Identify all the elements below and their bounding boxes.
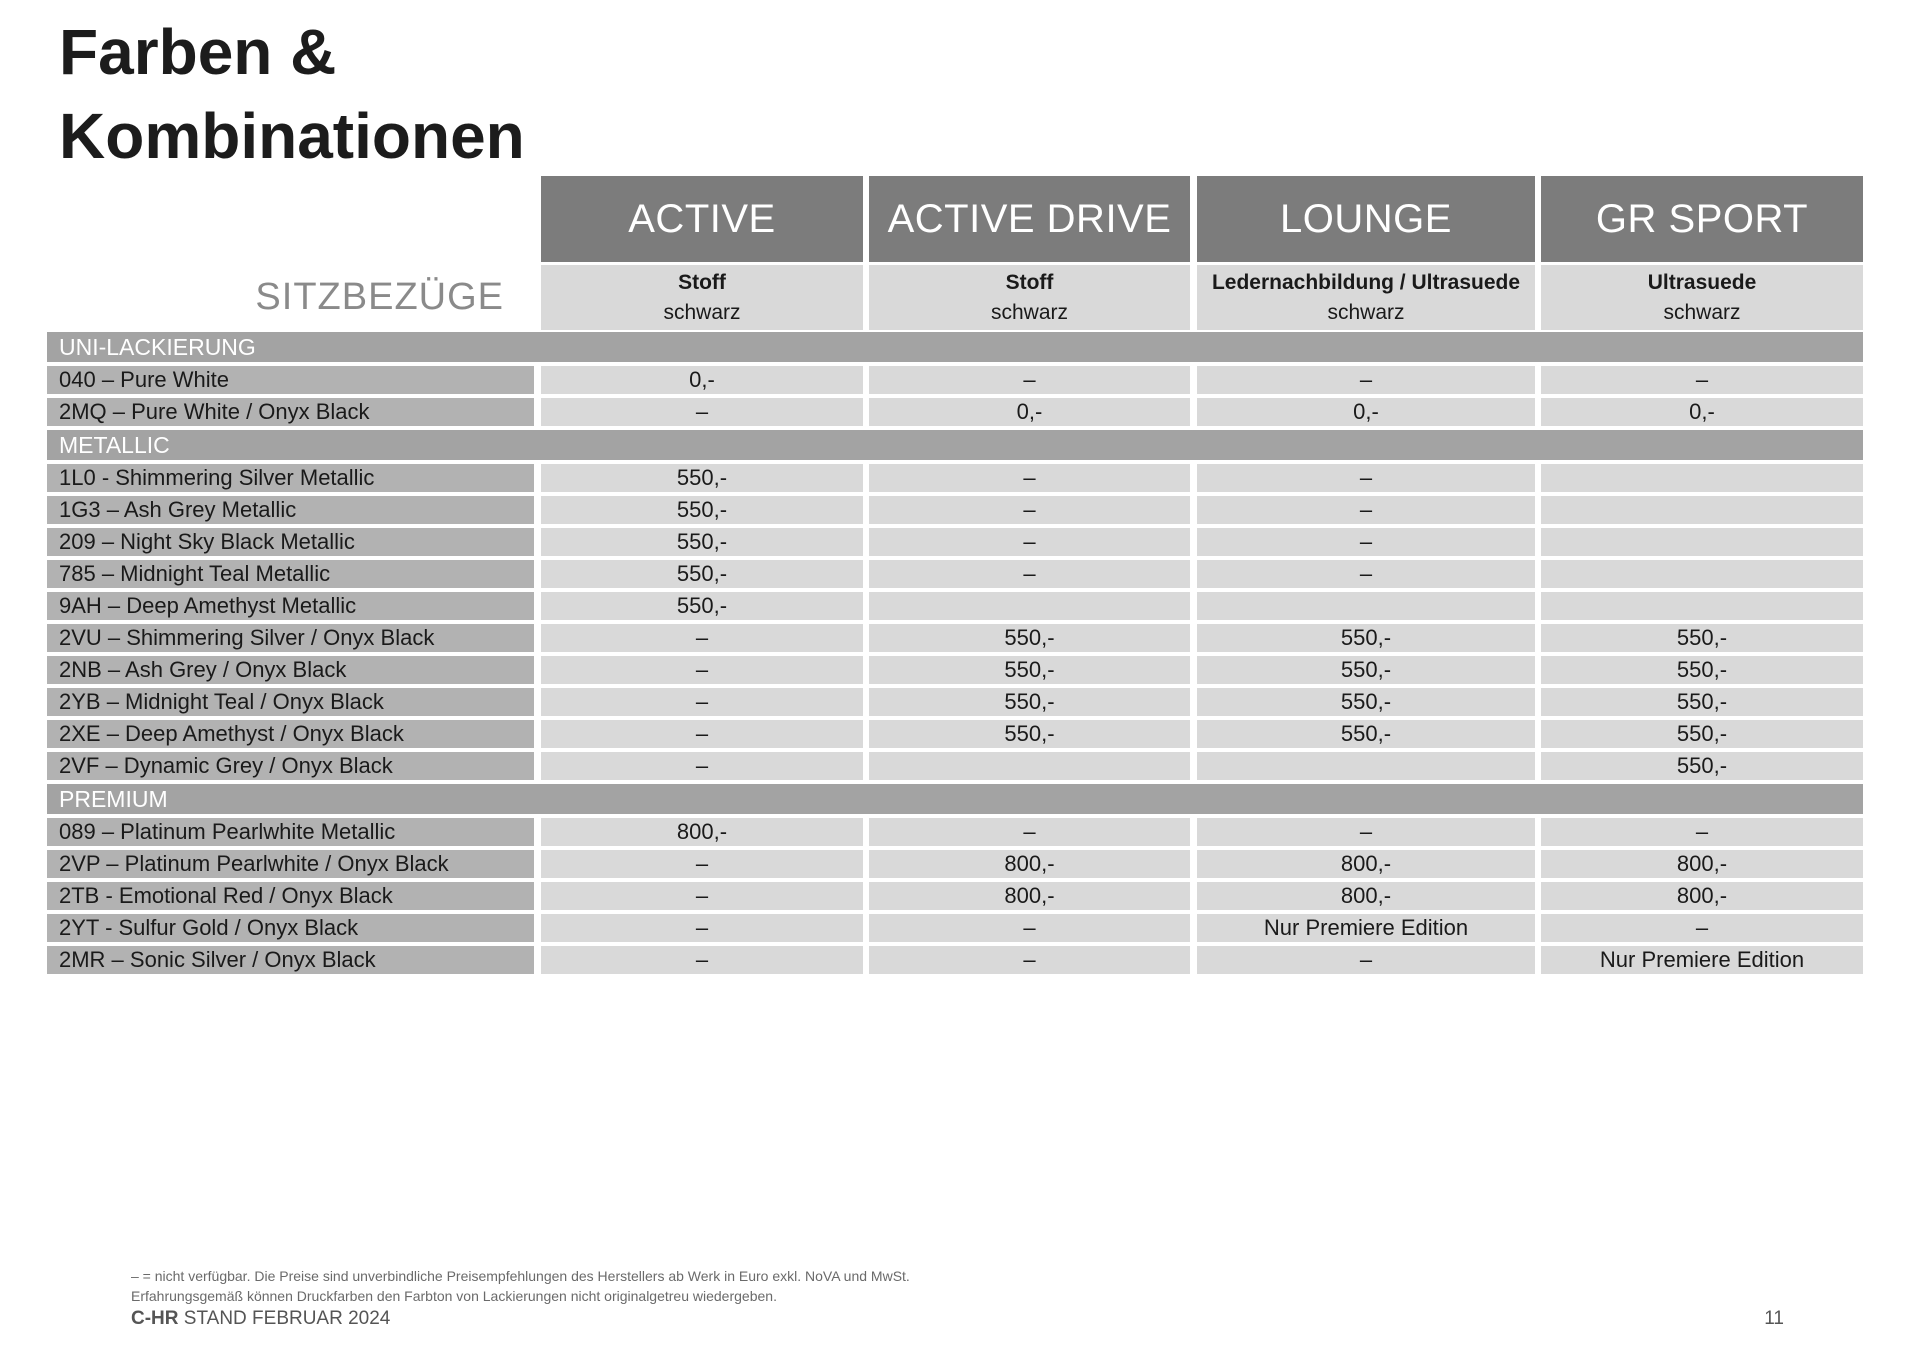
table-row	[47, 850, 1863, 878]
price-cell: 550,-	[1197, 624, 1535, 652]
price-cell: –	[541, 656, 863, 684]
seat-spec-active	[541, 265, 863, 330]
price-cell: –	[541, 398, 863, 426]
price-cell: 550,-	[541, 496, 863, 524]
price-cell: 550,-	[541, 464, 863, 492]
price-cell: 550,-	[1197, 656, 1535, 684]
price-cell: 800,-	[869, 882, 1190, 910]
table-row	[47, 560, 1863, 588]
price-cell	[1541, 464, 1863, 492]
price-cell: –	[541, 752, 863, 780]
price-cell: –	[541, 946, 863, 974]
row-label: 040 – Pure White	[47, 366, 534, 394]
table-row	[47, 624, 1863, 652]
row-label: 2VF – Dynamic Grey / Onyx Black	[47, 752, 534, 780]
model-name: C-HR	[131, 1308, 179, 1329]
column-header-active-drive: ACTIVE DRIVE	[869, 176, 1190, 262]
section-header-metallic: METALLIC	[47, 430, 1863, 460]
price-cell: 800,-	[1197, 850, 1535, 878]
price-cell: 550,-	[869, 720, 1190, 748]
document-date: STAND FEBRUAR 2024	[178, 1308, 391, 1329]
row-label: 2NB – Ash Grey / Onyx Black	[47, 656, 534, 684]
column-header-active: ACTIVE	[541, 176, 863, 262]
row-label: 2YB – Midnight Teal / Onyx Black	[47, 688, 534, 716]
price-cell	[869, 592, 1190, 620]
price-cell: 800,-	[1541, 882, 1863, 910]
page-title	[59, 10, 525, 178]
seat-material: Ultrasuede	[1647, 270, 1757, 294]
table-row	[47, 720, 1863, 748]
seat-spec-gr-sport	[1541, 265, 1863, 330]
price-cell: –	[541, 850, 863, 878]
table-row	[47, 688, 1863, 716]
table-row	[47, 882, 1863, 910]
footnote-line-1: – = nicht verfügbar. Die Preise sind unverbindliche Preisempfehlungen des Herstellers ab Werk in Euro exkl. NoVA und MwSt.	[131, 1268, 910, 1284]
table-row	[47, 752, 1863, 780]
section-header-uni: UNI-LACKIERUNG	[47, 332, 1863, 362]
price-cell: –	[869, 818, 1190, 846]
price-cell: 550,-	[869, 688, 1190, 716]
color-price-table	[47, 332, 1863, 978]
price-cell: 800,-	[1197, 882, 1535, 910]
price-cell: 550,-	[541, 528, 863, 556]
price-cell: –	[1197, 464, 1535, 492]
price-cell: 0,-	[1541, 398, 1863, 426]
price-cell: –	[1197, 528, 1535, 556]
price-cell: 550,-	[1197, 688, 1535, 716]
price-cell: –	[1197, 560, 1535, 588]
seat-material: Stoff	[1005, 270, 1054, 294]
price-cell	[1541, 560, 1863, 588]
row-label: 1L0 - Shimmering Silver Metallic	[47, 464, 534, 492]
table-row	[47, 914, 1863, 942]
price-cell: –	[541, 624, 863, 652]
price-cell: –	[541, 882, 863, 910]
price-cell: –	[869, 560, 1190, 588]
table-row	[47, 464, 1863, 492]
price-cell: –	[869, 366, 1190, 394]
table-row	[47, 528, 1863, 556]
price-cell: –	[1197, 818, 1535, 846]
price-cell: 550,-	[541, 592, 863, 620]
price-cell: 550,-	[1541, 656, 1863, 684]
price-cell: 800,-	[541, 818, 863, 846]
seat-spec-lounge	[1197, 265, 1535, 330]
document-stamp	[131, 1308, 390, 1330]
price-cell: –	[541, 688, 863, 716]
price-cell: 550,-	[869, 624, 1190, 652]
row-label: 2YT - Sulfur Gold / Onyx Black	[47, 914, 534, 942]
price-cell: 550,-	[1541, 720, 1863, 748]
table-row	[47, 818, 1863, 846]
seat-color: schwarz	[663, 300, 741, 324]
row-label: 9AH – Deep Amethyst Metallic	[47, 592, 534, 620]
row-label: 2MQ – Pure White / Onyx Black	[47, 398, 534, 426]
seat-spec-active-drive	[869, 265, 1190, 330]
section-header-premium: PREMIUM	[47, 784, 1863, 814]
page-title-line-1: Farben &	[59, 16, 337, 88]
price-cell	[1541, 592, 1863, 620]
table-row	[47, 946, 1863, 974]
price-cell: 550,-	[1541, 624, 1863, 652]
seat-color: schwarz	[1663, 300, 1741, 324]
price-cell: 550,-	[869, 656, 1190, 684]
column-header-lounge: LOUNGE	[1197, 176, 1535, 262]
price-cell: 550,-	[1197, 720, 1535, 748]
row-label: 2MR – Sonic Silver / Onyx Black	[47, 946, 534, 974]
row-label: 209 – Night Sky Black Metallic	[47, 528, 534, 556]
table-row	[47, 398, 1863, 426]
price-cell: –	[1541, 366, 1863, 394]
page-number: 11	[1764, 1308, 1784, 1329]
row-label: 089 – Platinum Pearlwhite Metallic	[47, 818, 534, 846]
price-cell	[1197, 592, 1535, 620]
table-row	[47, 656, 1863, 684]
footnote-line-2: Erfahrungsgemäß können Druckfarben den Farbton von Lackierungen nicht originalgetreu wiedergeben.	[131, 1288, 777, 1304]
row-label: 2VU – Shimmering Silver / Onyx Black	[47, 624, 534, 652]
price-cell: –	[541, 914, 863, 942]
row-label: 1G3 – Ash Grey Metallic	[47, 496, 534, 524]
table-row	[47, 366, 1863, 394]
price-cell	[1541, 496, 1863, 524]
price-cell: –	[1197, 946, 1535, 974]
table-row	[47, 496, 1863, 524]
price-cell	[1541, 528, 1863, 556]
seat-material: Ledernachbildung / Ultrasuede	[1211, 270, 1521, 294]
seat-material: Stoff	[678, 270, 726, 294]
price-cell: 800,-	[1541, 850, 1863, 878]
price-cell: 550,-	[1541, 688, 1863, 716]
seat-color: schwarz	[990, 300, 1069, 324]
price-cell	[869, 752, 1190, 780]
seat-color: schwarz	[1327, 300, 1405, 324]
price-cell: –	[541, 720, 863, 748]
price-cell: –	[869, 946, 1190, 974]
row-label: 2TB - Emotional Red / Onyx Black	[47, 882, 534, 910]
row-label: 2XE – Deep Amethyst / Onyx Black	[47, 720, 534, 748]
price-cell: –	[869, 528, 1190, 556]
column-header-gr-sport: GR SPORT	[1541, 176, 1863, 262]
price-cell: 0,-	[869, 398, 1190, 426]
price-cell: –	[869, 496, 1190, 524]
table-row	[47, 592, 1863, 620]
price-cell: –	[1197, 366, 1535, 394]
price-cell: –	[1197, 496, 1535, 524]
row-label: 785 – Midnight Teal Metallic	[47, 560, 534, 588]
price-cell: –	[1541, 818, 1863, 846]
price-cell: 0,-	[541, 366, 863, 394]
price-cell: 550,-	[1541, 752, 1863, 780]
price-cell: Nur Premiere Edition	[1197, 914, 1535, 942]
price-cell: –	[869, 914, 1190, 942]
page-title-line-2: Kombinationen	[59, 100, 525, 172]
row-label: 2VP – Platinum Pearlwhite / Onyx Black	[47, 850, 534, 878]
price-cell: 800,-	[869, 850, 1190, 878]
footnote	[131, 1266, 910, 1306]
price-cell	[1197, 752, 1535, 780]
seat-cover-label: SITZBEZÜGE	[255, 276, 504, 318]
price-cell: 550,-	[541, 560, 863, 588]
price-cell: 0,-	[1197, 398, 1535, 426]
price-cell: Nur Premiere Edition	[1541, 946, 1863, 974]
price-cell: –	[869, 464, 1190, 492]
price-cell: –	[1541, 914, 1863, 942]
